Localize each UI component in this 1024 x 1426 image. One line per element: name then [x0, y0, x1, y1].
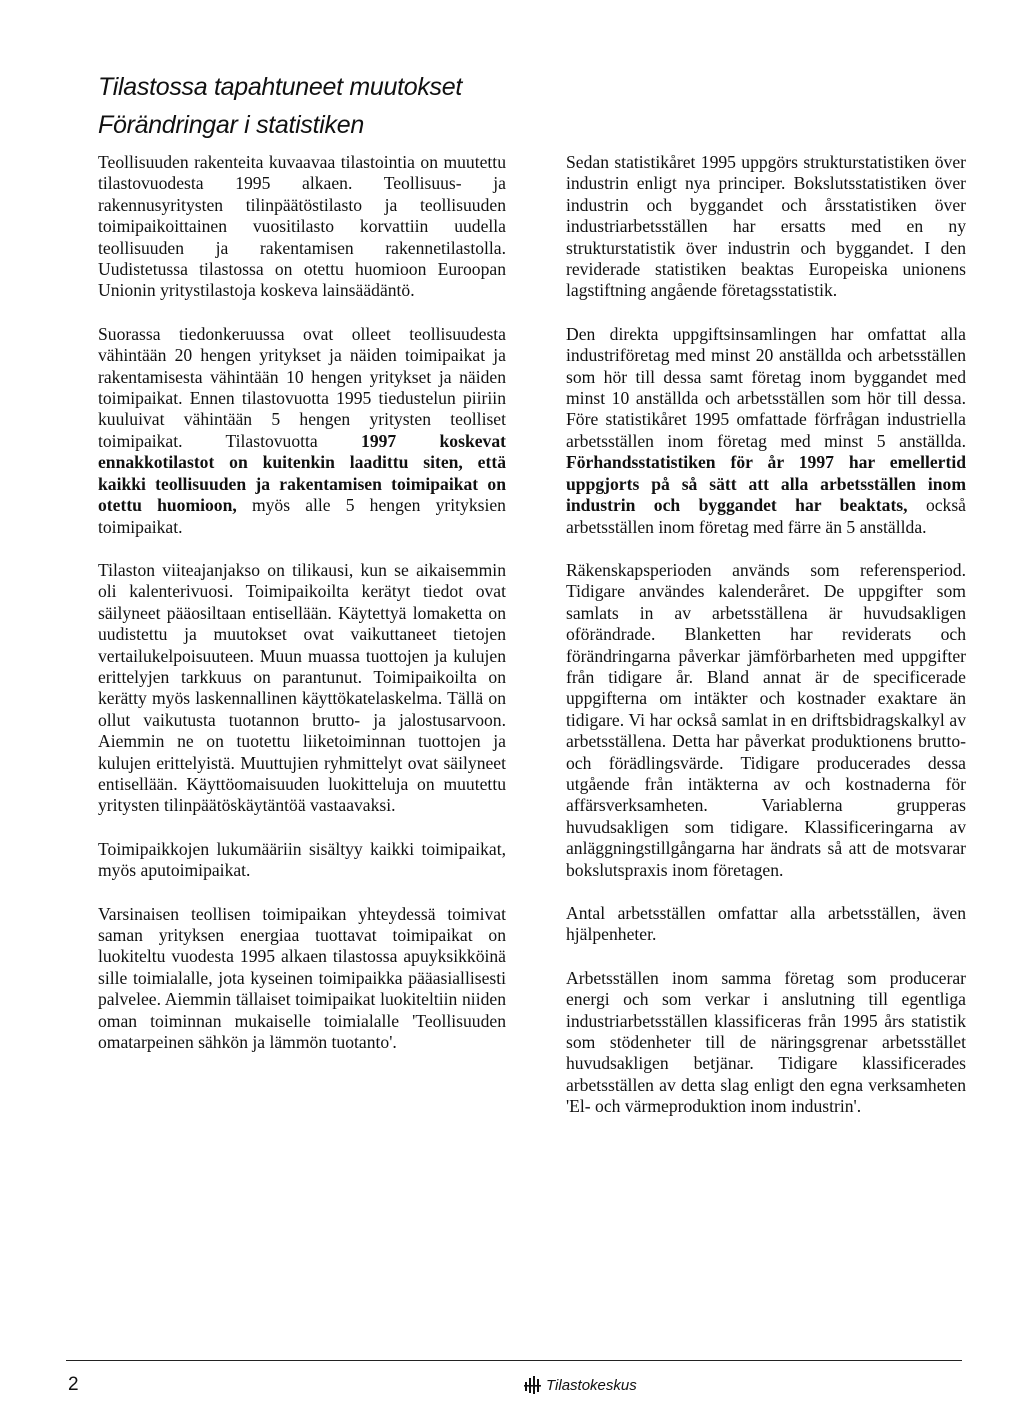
fi-paragraph-2-end: myös alle 5 hengen yrityksien toimipaikat.	[98, 495, 506, 537]
heading-finnish: Tilastossa tapahtuneet muutokset	[98, 73, 463, 101]
tilastokeskus-logo-icon	[524, 1375, 542, 1395]
publisher-mark	[524, 1375, 637, 1395]
page-number: 2	[68, 1374, 79, 1395]
sv-paragraph-2-bold: Förhandsstatistiken för år 1997 har emellertid uppgjorts på så sätt att alla arbetsställen inom industrin och byggandet har beaktats,	[566, 452, 966, 516]
swedish-column	[566, 152, 966, 1140]
section-headings	[98, 68, 898, 144]
sv-paragraph-1: Sedan statistikåret 1995 uppgörs strukturstatistiken över industrin enligt nya principer. Bokslutsstatistiken över industrin och byggandet och årsstatistiken över industriarbetsställen har ersatts med en ny strukturstatistik över industrin och byggandet. I den reviderade statistiken beaktas Europeiska unionens lagstiftning angående företagsstatistik.	[566, 152, 966, 301]
fi-paragraph-2-bold: 1997 koskevat ennakkotilastot on kuitenkin laadittu siten, että kaikki teollisuuden ja rakentamisen toimipaikat on otettu huomioon,	[98, 430, 506, 516]
fi-paragraph-2-start: Suorassa tiedonkeruussa ovat olleet teollisuudesta vähintään 20 hengen yritykset ja näiden toimipaikat ja rakentamisesta vähintään 10 hengen yritykset ja näiden toimipaikat. Ennen tilastovuotta 1995 tiedustelun piiriin kuuluivat vähintään 5 hengen yritysten teolliset toimipaikat. Tilastovuotta	[98, 323, 506, 451]
fi-paragraph-5: Varsinaisen teollisen toimipaikan yhteydessä toimivat saman yrityksen energiaa tuottavat toimipaikat on luokiteltu vuodesta 1995 alkaen tilastossa apuyksikköinä sille toimialalle, jota kyseinen toimipaikka pääasiallisesti palvelee. Aiemmin tällaiset toimipaikat luokiteltiin niiden oman toiminnan mukaiselle toimialalle 'Teollisuuden omatarpeinen sähkön ja lämmön tuotanto'.	[98, 903, 506, 1053]
sv-paragraph-2	[566, 324, 966, 538]
publisher-name: Tilastokeskus	[546, 1376, 637, 1394]
sv-paragraph-2-start: Den direkta uppgiftsinsamlingen har omfattat alla industriföretag med minst 20 anställda och arbetsställen som hör till dessa samt företag inom byggandet med minst 10 anställda och arbetsställen som hör till dessa. Före statistikåret 1995 omfattade förfrågan industriella arbetsställen inom företag med minst 5 anställda.	[566, 323, 966, 451]
fi-paragraph-1: Teollisuuden rakenteita kuvaavaa tilastointia on muutettu tilastovuodesta 1995 alkaen. Teollisuus- ja rakennusyritysten tilinpäätöstilasto ja teollisuuden toimipaikoittainen vuositilasto korvattiin uudella teollisuuden ja rakentamisen rakennetilastolla. Uudistetussa tilastossa on otettu huomioon Euroopan Unionin yritystilastoja koskeva lainsäädäntö.	[98, 152, 506, 301]
fi-paragraph-4: Toimipaikkojen lukumääriin sisältyy kaikki toimipaikat, myös aputoimipaikat.	[98, 838, 506, 881]
sv-paragraph-2-end: också arbetsställen inom företag med färre än 5 anställda.	[566, 495, 966, 537]
sv-paragraph-3: Räkenskapsperioden används som referensperiod. Tidigare användes kalenderåret. De uppgifter som samlats in av arbetsställena är huvudsakligen oförändrade. Blanketten har reviderats och förändringarna påverkar jämförbarheten med uppgifter från tidigare år. Bland annat är de specificerade uppgifterna om intäkter och kostnader exaktare än tidigare. Vi har också samlat in en driftsbidragskalkyl av arbetsställena. Detta har påverkat produktionens brutto- och förädlingsvärde. Tidigare producerades dessa utgående från intäkterna av och kostnaderna för affärsverksamheten. Variablerna grupperas huvudsakligen som tidigare. Klassificeringarna av anläggningstillgångarna har ändrats så att de motsvarar bokslutspraxis inom företagen.	[566, 559, 966, 880]
heading-swedish: Förändringar i statistiken	[98, 111, 364, 139]
finnish-column	[98, 152, 506, 1075]
fi-paragraph-2	[98, 324, 506, 538]
fi-paragraph-3: Tilaston viiteajanjakso on tilikausi, kun se aikaisemmin oli kalenterivuosi. Toimipaikoilta kerätyt tiedot ovat säilyneet pääosiltaan entisellään. Käytettyä lomaketta on uudistettu ja muutokset ovat vaikuttaneet tietojen vertailukelpoisuuteen. Muun muassa tuottojen ja kulujen erittelyjen tarkkuus on parantunut. Toimipaikoilta on kerätty myös laskennallinen käyttökatelaskelma. Tällä on ollut vaikutusta tuotannon brutto- ja jalostusarvoon. Aiemmin ne on tuotettu liiketoiminnan tuottojen ja kulujen erittelyistä. Muuttujien ryhmittelyt ovat säilyneet entisellään. Käyttöomaisuuden luokitteluja on muutettu yritysten tilinpäätöskäytäntöä vastaavaksi.	[98, 559, 506, 816]
footer-divider	[66, 1360, 962, 1361]
sv-paragraph-5: Arbetsställen inom samma företag som producerar energi och som verkar i anslutning till egentliga industriarbetsställen klassificeras från 1995 års statistik som stödenheter till de näringsgrenar arbetsstället huvudsakligen betjänar. Tidigare klassificerades arbetsställen av detta slag enligt den egna verksamheten 'El- och värmeproduktion inom industrin'.	[566, 967, 966, 1117]
sv-paragraph-4: Antal arbetsställen omfattar alla arbetsställen, även hjälpenheter.	[566, 903, 966, 945]
